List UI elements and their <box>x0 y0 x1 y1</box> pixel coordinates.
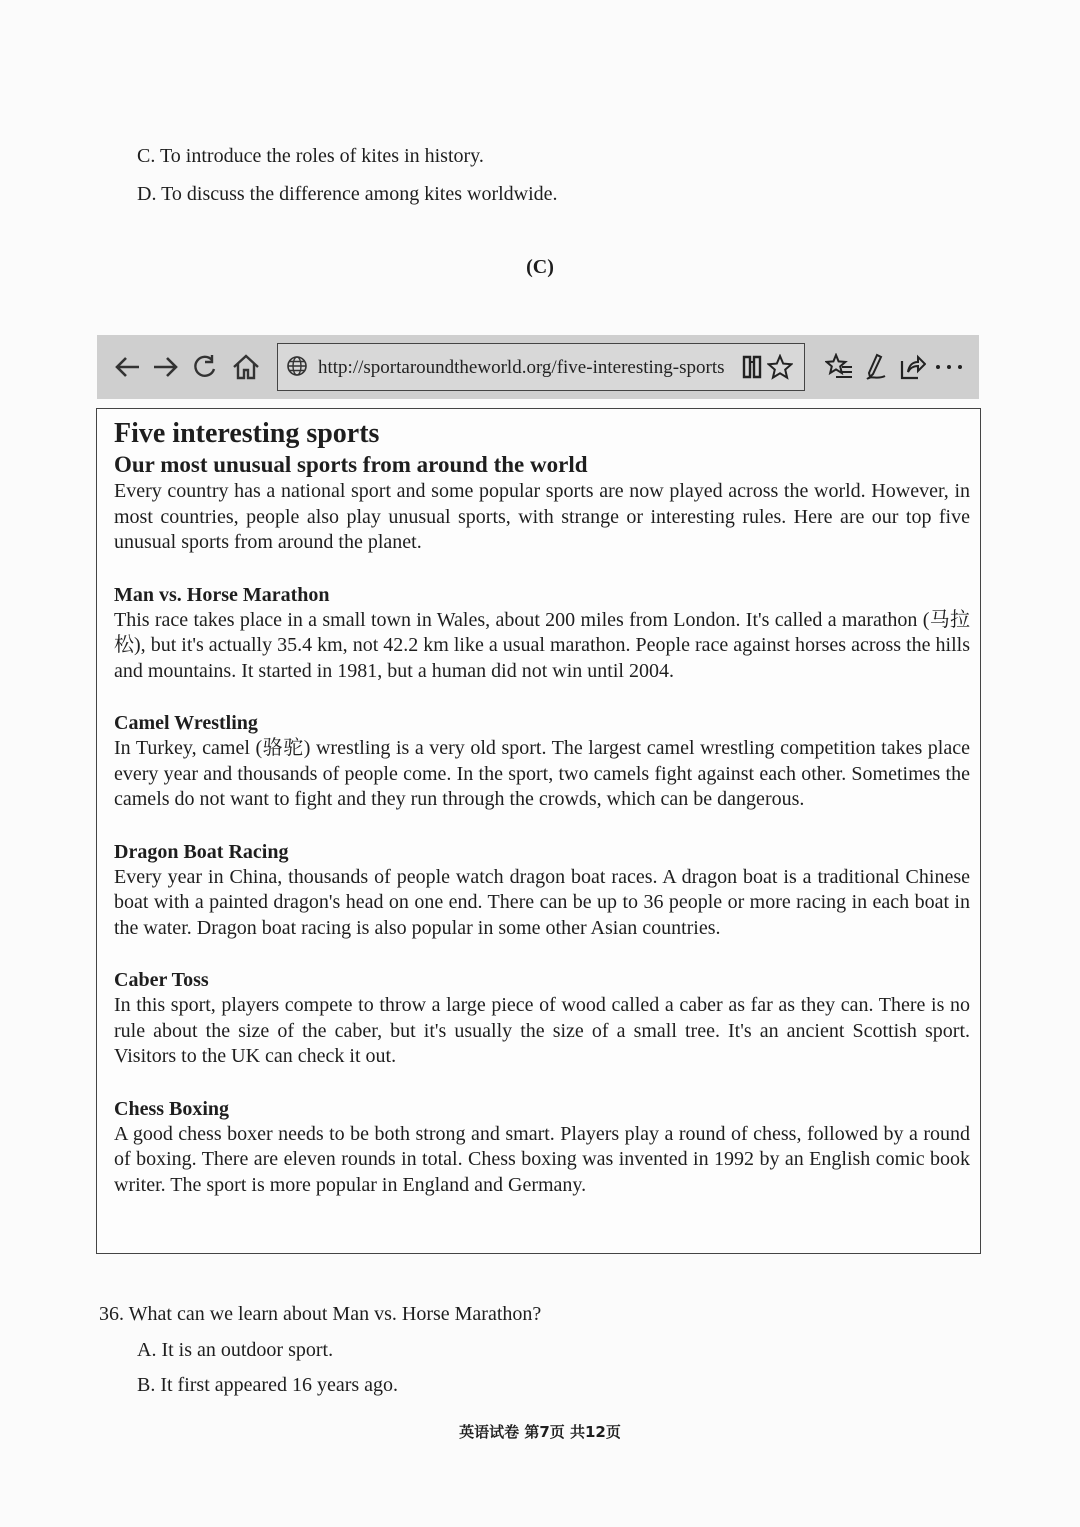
favorite-star-icon[interactable] <box>766 351 794 383</box>
question-option-b: B. It first appeared 16 years ago. <box>137 1374 399 1396</box>
refresh-icon[interactable] <box>191 351 219 383</box>
question-36: 36. What can we learn about Man vs. Horse Marathon? <box>99 1303 542 1325</box>
question-option-a: A. It is an outdoor sport. <box>137 1339 334 1361</box>
option-c: C. To introduce the roles of kites in history. <box>137 145 484 167</box>
section-body: In Turkey, camel (骆驼) wrestling is a very old sport. The largest camel wrestling competition takes place every year and thousands of people come. In the sport, two camels fight against each other. Sometimes the camels do not want to fight and they run through the crowds, which can be dangerous. <box>114 737 970 810</box>
section-body: A good chess boxer needs to be both strong and smart. Players play a round of chess, followed by a round of boxing. There are eleven rounds in total. Chess boxing was invented in 1992 by an English comic book writer. The sport is more popular in England and Germany. <box>114 1122 970 1196</box>
section-heading: Chess Boxing <box>114 1097 230 1120</box>
section-heading: Dragon Boat Racing <box>114 840 289 863</box>
back-arrow-icon[interactable] <box>112 351 142 383</box>
globe-icon <box>286 355 308 382</box>
section-label: (C) <box>526 256 554 278</box>
home-icon[interactable] <box>231 351 261 383</box>
section-heading: Caber Toss <box>114 969 209 991</box>
section-heading: Man vs. Horse Marathon <box>114 583 330 606</box>
browser-toolbar <box>97 335 979 399</box>
article-panel <box>96 408 981 1254</box>
reading-view-icon[interactable] <box>740 351 764 383</box>
page-footer: 英语试卷 第7页 共12页 <box>459 1423 621 1441</box>
option-d: D. To discuss the difference among kites worldwide. <box>137 183 558 205</box>
article-intro: Every country has a national sport and some popular sports are now played across the world. However, in most countries, people also play unusual sports, with strange or interesting rules. Here are our top five unusual sports from around the planet. <box>114 480 970 553</box>
more-icon[interactable] <box>933 351 965 383</box>
url-text: http://sportaroundtheworld.org/five-interesting-sports <box>318 357 725 378</box>
section-body: This race takes place in a small town in Wales, about 200 miles from London. It's called a marathon (马拉松), but it's actually 35.4 km, not 42.2 km like a usual marathon. People race against horses across the hills and mountains. It started in 1981, but a human did not win until 2004. <box>114 608 970 682</box>
favorites-list-icon[interactable] <box>824 351 854 383</box>
section-body: Every year in China, thousands of people watch dragon boat races. A dragon boat is a traditional Chinese boat with a painted dragon's head on one end. There can be up to 36 people or more racing in each boat in the water. Dragon boat racing is also popular in some other Asian countries. <box>114 865 970 939</box>
pen-icon[interactable] <box>862 351 890 383</box>
share-icon[interactable] <box>897 351 927 383</box>
article-title: Five interesting sports <box>114 418 380 449</box>
section-body: In this sport, players compete to throw a large piece of wood called a caber as far as they can. There is no rule about the size of the caber, but it's usually the size of a small tree. It's an ancient Scottish sport. Visitors to the UK can check it out. <box>114 994 970 1067</box>
article-subtitle: Our most unusual sports from around the world <box>114 452 588 477</box>
forward-arrow-icon[interactable] <box>151 351 181 383</box>
section-heading: Camel Wrestling <box>114 712 258 734</box>
address-bar[interactable] <box>277 343 805 391</box>
